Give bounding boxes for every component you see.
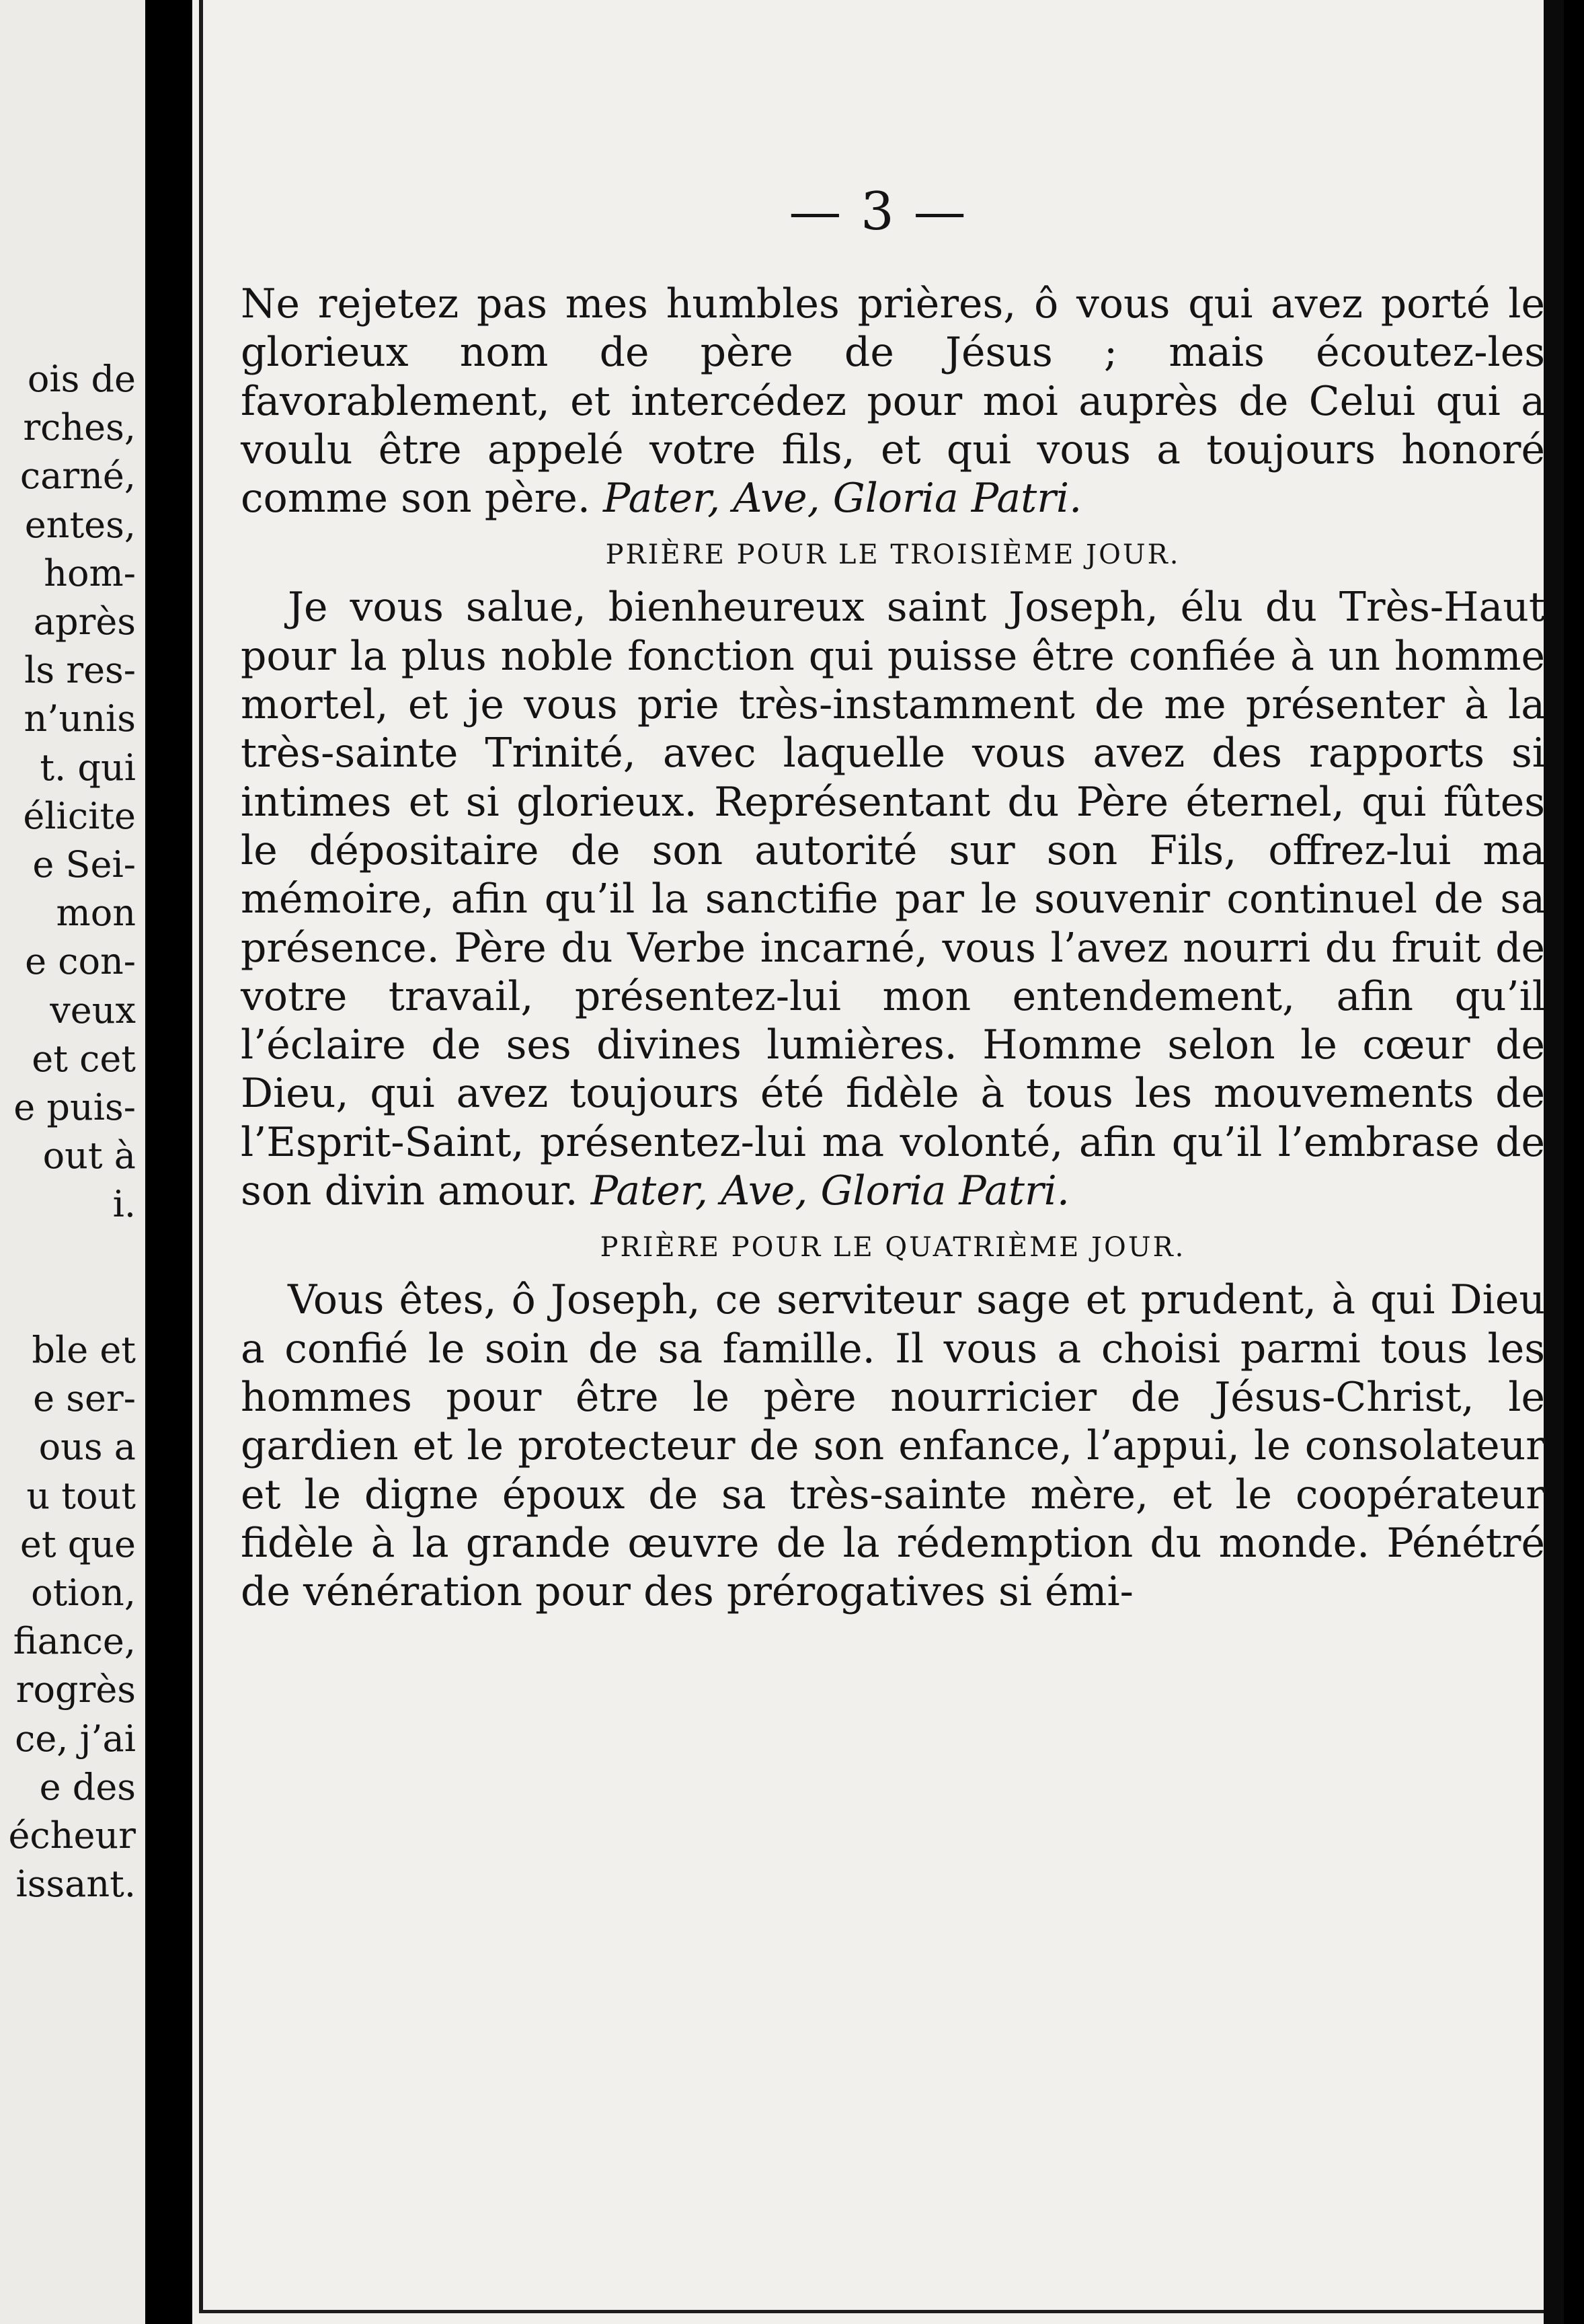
left-line: rogrès: [15, 1668, 136, 1711]
page-number: — 3 —: [789, 182, 967, 242]
paragraph-closing-italic: Pater, Ave, Gloria Patri.: [590, 1167, 1070, 1215]
section-heading-fourth-day: PRIÈRE POUR LE QUATRIÈME JOUR.: [600, 1232, 1186, 1264]
left-line: e puis-: [13, 1086, 136, 1129]
left-line: rches,: [23, 406, 136, 449]
left-line: fiance,: [13, 1620, 136, 1663]
left-line-blank: [8, 1278, 136, 1326]
prayer-paragraph-2: [241, 583, 1545, 1215]
left-line: e con-: [25, 940, 136, 983]
left-line: u tout: [26, 1474, 136, 1517]
left-line: ous a: [38, 1426, 136, 1469]
left-line: ois de: [27, 358, 136, 400]
left-line: entes,: [24, 503, 136, 546]
left-line: e Sei-: [32, 843, 136, 886]
left-line: mon: [56, 892, 136, 935]
section-heading-third-day: PRIÈRE POUR LE TROISIÈME JOUR.: [605, 539, 1181, 571]
left-line: otion,: [31, 1572, 136, 1615]
paragraph-text: Vous êtes, ô Joseph, ce serviteur sage et prudent, à qui Dieu a confié le soin de sa famille. Il vous a choisi parmi tous les hommes pour être le père nourricier de Jésus-Christ, le gardien et le protecteur de son enfance, l’appui, le consolateur et le digne époux de sa très-sainte mère, et le coopérateur fidèle à la grande œuvre de la rédemption du monde. Pénétré de vénération pour des prérogatives si émi-: [241, 1276, 1545, 1616]
paragraph-text: Ne rejetez pas mes humbles prières, ô vous qui avez porté le glorieux nom de père de Jésus ; mais écoutez-les favorablement, et intercédez pour moi auprès de Celui qui a voulu être appelé votre fils, et qui vous a toujours honoré comme son père.: [241, 280, 1545, 522]
left-line: ble et: [32, 1329, 136, 1372]
left-page-fragment: [0, 0, 145, 2324]
left-line: issant.: [15, 1863, 136, 1906]
left-line: hom-: [44, 551, 136, 594]
left-line: carné,: [19, 455, 136, 498]
left-line: e des: [39, 1765, 136, 1808]
left-line: t. qui: [40, 746, 136, 789]
paragraph-text: Je vous salue, bienheureux saint Joseph, élu du Très-Haut pour la plus noble fonction qui puisse être confiée à un homme mortel, et je vous prie très-instamment de me présenter à la très-sainte Trinité, avec laquelle vous avez des rapports si intimes et si glorieux. Représentant du Père éternel, qui fûtes le dépositaire de son autorité sur son Fils, offrez-lui ma mémoire, afin qu’il la sanctifie par le souvenir continuel de sa présence. Père du Verbe incarné, vous l’avez nourri du fruit de votre travail, présentez-lui mon entendement, afin qu’il l’éclaire de ses divines lumières. Homme selon le cœur de Dieu, qui avez toujours été fidèle à tous les mouvements de l’Esprit-Saint, présentez-lui ma volonté, afin qu’il l’embrase de son divin amour.: [241, 584, 1545, 1215]
left-line: veux: [50, 989, 136, 1032]
left-line: écheur: [8, 1814, 136, 1857]
left-line-blank: [8, 1229, 136, 1278]
left-line: et que: [19, 1522, 136, 1565]
book-gutter: [145, 0, 192, 2324]
page-body: [241, 280, 1545, 1616]
left-line: n’unis: [24, 697, 136, 740]
left-line: out à: [42, 1134, 136, 1177]
prayer-paragraph-3: [241, 1276, 1545, 1616]
paragraph-closing-italic: Pater, Ave, Gloria Patri.: [602, 475, 1082, 522]
left-line: élicite: [23, 794, 136, 837]
left-line: i.: [112, 1183, 136, 1226]
left-line: et cet: [32, 1037, 136, 1080]
prayer-paragraph-1: [241, 280, 1545, 522]
left-line: e ser-: [33, 1377, 136, 1420]
right-page: [192, 0, 1564, 2324]
scan-edge: [1544, 0, 1564, 2324]
left-line: après: [33, 601, 136, 644]
left-line: ce, j’ai: [15, 1717, 136, 1760]
left-page-text: [8, 355, 136, 1909]
left-line: ls res-: [24, 649, 136, 692]
